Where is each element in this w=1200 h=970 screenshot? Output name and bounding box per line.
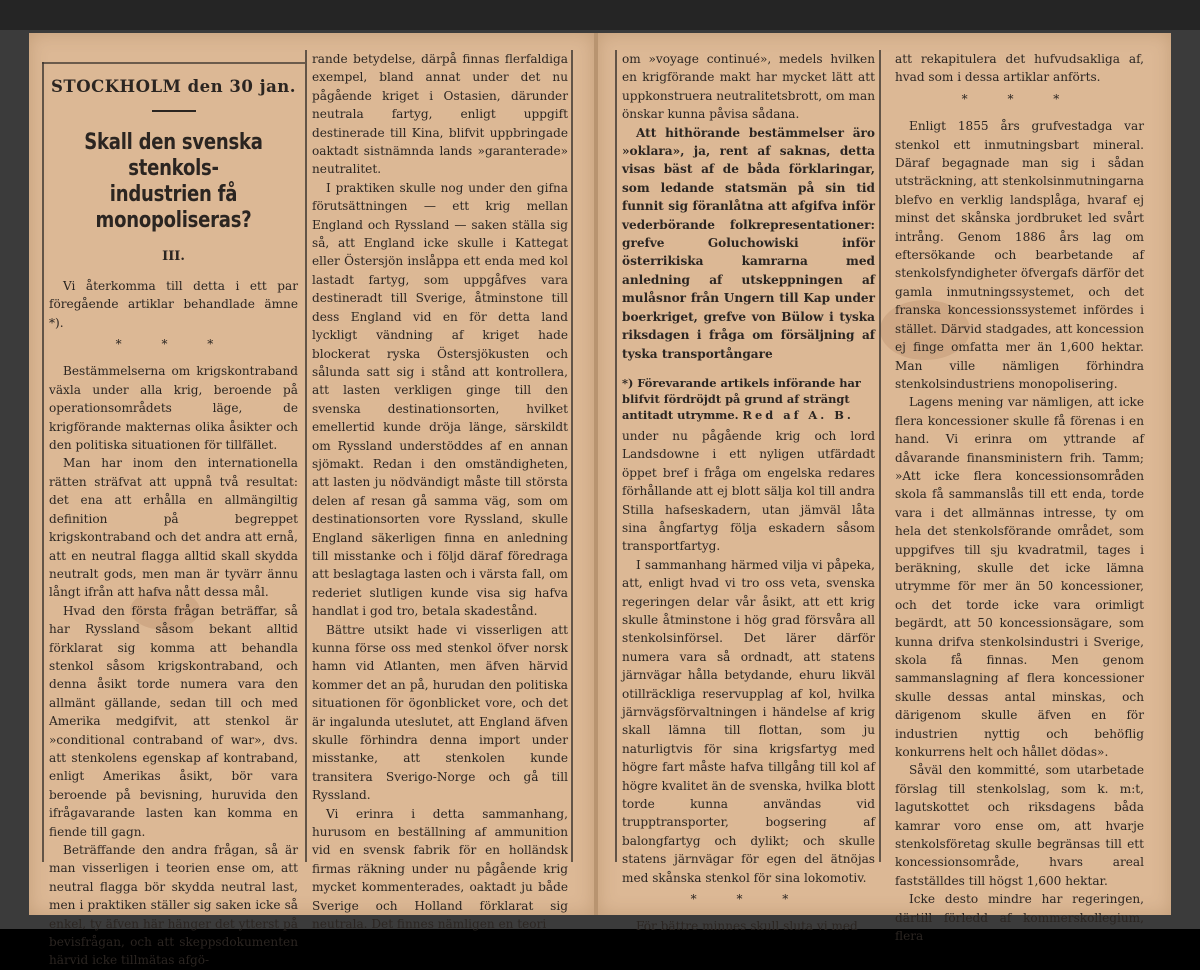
header-rule — [42, 62, 305, 64]
footnote — [622, 375, 875, 423]
paragraph: Beträffande den andra frågan, så är man visserligen i teorien ense om, att neutral flagga bör skydda neutral last, men i praktiken ställer sig saken icke så enkel, ty äfven här hänger det ytterst på bevisfrågan, och att skeppsdokumenten härvid icke tillmätas afgö- — [49, 843, 298, 968]
headline — [52, 130, 296, 234]
column-rule — [879, 50, 881, 862]
paragraph: Bättre utsikt hade vi visserligen att kunna förse oss med stenkol öfver norsk hamn vid Atlanten, men äfven härvid kommer det an på, hurudan den politiska situationen för ögonblicket vore, och det är ingalunda uteslutet, att England äfven skulle förhindra denna import under misstanke, att stenkolen kunde transitera Sverigo-Norge och gå till Ryssland. — [312, 622, 568, 803]
paragraph: om »voyage continué», medels hvilken en krigförande makt har mycket lätt att uppkonstruera neutralitetsbrott, om man önskar kunna påvisa sådana. — [622, 52, 875, 122]
section-stars: * * * — [690, 892, 807, 907]
headline-line-1: Skall den svenska stenkols- — [84, 130, 263, 182]
part-number: III. — [162, 249, 185, 265]
paragraph: Vi återkomma till detta i ett par föregående artiklar behandlade ämne *). — [49, 278, 298, 330]
paragraph: under nu pågående krig och lord Landsdowne i ett nyligen utfärdadt öppet bref i fråga om engelska redares förhållande att ej blott sälja kol till andra Stilla hafseskadern, utan jämväl låta sina ångfartyg följa eskadern såsom transportfartyg. — [622, 428, 875, 554]
paragraph: Man har inom den internationella rätten sträfvat att uppnå två resultat: det ena att erhålla en allmängiltig definition på begreppet krigskontraband och det andra att ernå, att en neutral flagga alltid skall skydda neutralt gods, men man är tyvärr ännu långt ifrån att hafva nått dessa mål. — [49, 456, 298, 600]
section-stars: * * * — [115, 337, 232, 352]
scanner-edge — [0, 0, 1200, 30]
paragraph: Vi erinra i detta sammanhang, hurusom en beställning af ammunition vid en svensk fabrik för en holländsk firmas räkning under nu pågående krig mycket kommenterades, oaktadt ju både Sverige och Holland förklarat sig neutrala. Det finnes nämligen en teori — [312, 806, 568, 932]
paragraph: Att hithörande bestämmelser äro »oklara», ja, rent af saknas, detta visas bäst af de båda förklaringar, som ledande statsmän på sin tid funnit sig föranlåtna att afgifva inför vederbörande folkrepresentationer: grefve Goluchowiski inför österrikiska kamrarna med anledning af utskeppningen af mulåsnor från Ungern till Kap under boerkriget, grefve von Bülow i tyska riksdagen i fråga om försäljning af tyska transportångare — [622, 125, 875, 361]
footnote-text: *) Förevarande artikels införande har blifvit fördröjdt på grund af strängt antitadt utrymme. — [622, 375, 861, 422]
column-rule — [305, 50, 307, 862]
editor-signature: Red af A. B. — [742, 407, 854, 422]
paragraph: Icke desto mindre har regeringen, därtill förledd af kommerskollegium, flera — [895, 892, 1144, 944]
paragraph: I praktiken skulle nog under den gifna förutsättningen — ett krig mellan England och Ryssland — saken ställa sig så, att England icke skulle i Kattegat eller Östersjön inslåppa ett enda med kol lastadt fartyg, som uppgåfves vara destineradt till Sverige, åtminstone till dess England vid en för detta land lyckligt vändning af kriget hade blockerat ryska Östersjökusten och sålunda satt sig i stånd att kontrollera, att lasten verkligen ginge till den svenska destinationsorten, hvilket emellertid kunde dröja länge, särskildt om Ryssland understöddes af en annan sjömakt. Redan i den omständigheten, att lasten ju nödvändigt måste till största delen af resan gå samma väg, som om destinationsorten vore Ryssland, skulle England säkerligen finna en anledning till misstanke och i följd däraf föredraga att beslagtaga lasten och i värsta fall, om rederiet slutligen kunde visa sig hafva handlat i god tro, betala skadestånd. — [312, 180, 568, 619]
paragraph: Bestämmelserna om krigskontraband växla under alla krig, beroende på operationsområdets läge, de krigförande makternas olika åsikter och den politiska situationen för tillfället. — [49, 364, 298, 453]
dateline: STOCKHOLM den 30 jan. — [51, 77, 296, 96]
column-rule — [615, 50, 617, 862]
paragraph: Såväl den kommitté, som utarbetade förslag till stenkolslag, som k. m:t, lagutskottet och riksdagens båda kamrar voro ense om, att hvarje stenkolsföretag skulle begränsas till ett koncessionsområde, hvars areal fastställdes till högst 1,600 hektar. — [895, 763, 1144, 888]
paragraph: I sammanhang härmed vilja vi påpeka, att, enligt hvad vi tro oss veta, svenska regeringen delar vår åsikt, att ett krig skulle åtminstone i hög grad försvåra all stenkolsinförsel. Det lärer därför numera vara så ordnadt, att statens järnvägar hålla betydande, ehuru likväl otillräckliga reservupplag af kol, hvilka järnvägsförvaltningen i händelse af krig skall lämna till flottan, som ju naturligtvis för sina krigsfartyg med högre fart måste hafva tillgång till kol af högre kvalitet än de svenska, hvilka blott torde kunna användas vid trupptransporter, bogsering af balongfartyg och dylikt; och skulle statens järnvägar för egen del ätnöjas med skånska stenkol för sina lokomotiv. — [622, 557, 875, 885]
paragraph: Enligt 1855 års grufvestadga var stenkol ett inmutningsbart mineral. Däraf begagnade man sig i sådan utsträckning, att stenkolsinmutningarna blefvo en verklig landsplåga, hvaraf ej minst det skånska jordbruket led svårt intrång. Genom 1886 års lag om eftersökande och bearbetande af stenkolsfyndigheter öfvergafs därför det gamla inmutningssystemet, och det franska koncessionssystemet infördes i stället. Därvid stadgades, att koncession ej finge omfatta mer än 1,600 hektar. Man ville nämligen förhindra stenkolsindustriens monopolisering. — [895, 119, 1144, 391]
column-1 — [49, 66, 298, 968]
section-stars: * * * — [961, 91, 1078, 106]
paragraph: Hvad den första frågan beträffar, så har Ryssland såsom bekant alltid förklarat sig komma att behandla stenkol såsom krigskontraband, och denna åsikt torde numera vara den allmänt gällande, sedan till och med Amerika medgifvit, att stenkol är »conditional contraband of war», dvs. att stenkolens egenskap af kontraband, enligt Amerikas åsikt, bör vara beroende på bevisning, huruvida den ifrågavarande lasten kan komma en fiende till gagn. — [49, 603, 298, 839]
column-3 — [622, 50, 875, 934]
column-rule — [571, 50, 573, 862]
page-fold — [594, 33, 598, 915]
title-dash — [152, 110, 196, 112]
column-4 — [895, 50, 1144, 944]
paragraph: att rekapitulera det hufvudsakliga af, hvad som i dessa artiklar anförts. — [895, 52, 1144, 85]
headline-line-2: industrien få monopoliseras? — [95, 182, 252, 234]
paragraph: För bättre minnes skull sluta vi med — [636, 919, 858, 934]
column-2 — [312, 50, 568, 932]
paragraph: rande betydelse, därpå finnas flerfaldiga exempel, bland annat under det nu pågående kriget i Ostasien, därunder neutrala fartyg, enligt uppgift destinerade till Kina, blifvit uppbringade oaktadt sistnämnda lands »garanterade» neutralitet. — [312, 52, 568, 177]
column-rule — [42, 62, 44, 862]
paragraph: Lagens mening var nämligen, att icke flera koncessioner skulle få förenas i en hand. Vi erinra om yttrande af dåvarande finansministern frih. Tamm; »Att icke flera koncessionsområden skola få sammanslås till ett enda, torde vara i det allmännas intresse, ty om hela det stenkolsförande området, som uppgifves till sju kvadratmil, tages i beräkning, skulle det icke lämna utrymme för mer än 50 koncessioner, och det torde icke vara orimligt begärdt, att 50 koncessionsägare, som kunna drifva stenkolsindustri i Sverige, skola få finnas. Men genom sammanslagning af flera koncessioner skulle dessas antal minskas, och därigenom skulle äfven en för industrien nyttig och behöflig konkurrens helt och hållet dödas». — [895, 395, 1144, 760]
